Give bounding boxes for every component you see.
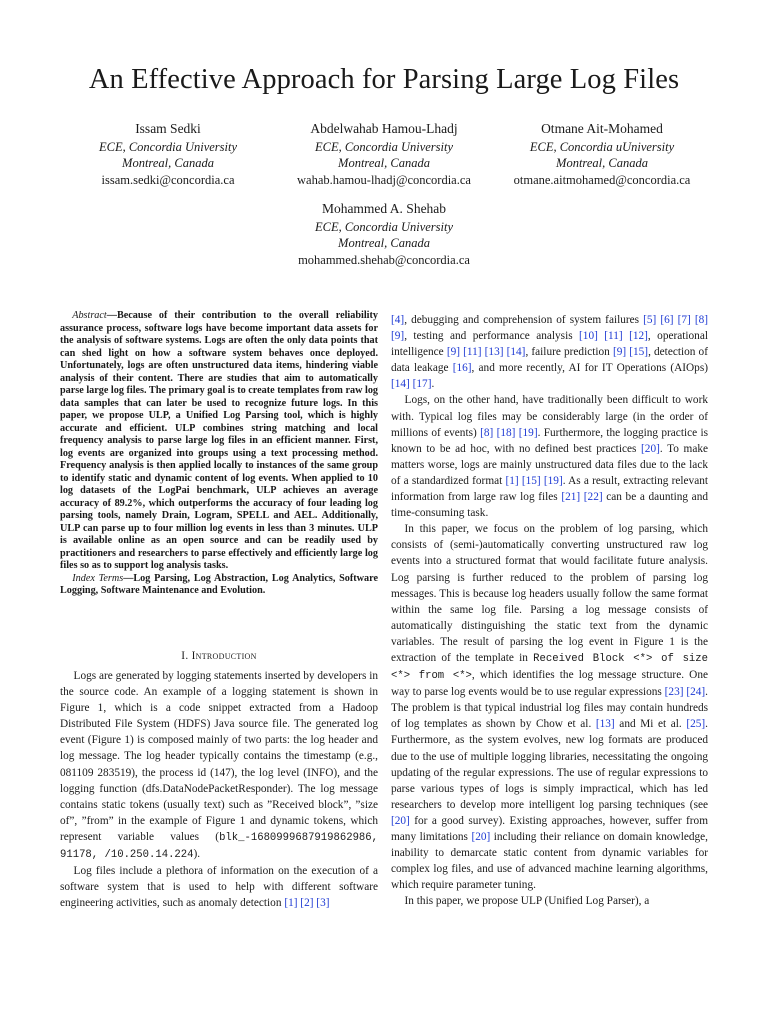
author-city: Montreal, Canada [338, 236, 430, 251]
citation-link[interactable]: [20] [391, 814, 410, 827]
citation-link[interactable]: [23] [24] [664, 686, 706, 699]
author-block-4 [254, 201, 514, 268]
citation-link[interactable]: [25] [686, 718, 706, 731]
citation-link[interactable]: [1] [2] [3] [284, 897, 330, 910]
author-city: Montreal, Canada [338, 156, 430, 171]
author-dept: ECE, Concordia University [314, 140, 454, 155]
citation-link[interactable]: [20] [471, 831, 491, 843]
right-column [391, 312, 708, 909]
right-paragraph-1 [391, 392, 708, 521]
index-terms [60, 573, 378, 598]
intro-text: ). [193, 848, 201, 861]
introduction-left [60, 640, 378, 911]
author-block-3 [472, 121, 732, 188]
intro-text: Log files include a plethora of information on the execution of a software system that is used to help with different software engineering activities, such as anomaly detection [60, 865, 378, 910]
author-name: Otmane Ait-Mohamed [541, 121, 663, 136]
body-text: Logs, on the other hand, have traditionally been difficult to work with. Typical log files may be considerably large (in the order of millions of events) [391, 394, 708, 439]
body-text: including their reliance on domain knowledge, inability to demarcate static content from dynamic variables for complex log files, and use of advanced machine learning algorithms, which require parameter tuning. [391, 831, 708, 892]
citation-link[interactable]: [20] [641, 442, 660, 455]
author-email: wahab.hamou-lhadj@concordia.ca [297, 172, 471, 187]
body-text: . To make matters worse, logs are mainly unstructured data files due to the lack of a standardized format [391, 442, 708, 487]
citation-link[interactable]: [9] [11] [13] [14] [446, 346, 526, 359]
right-paragraph-2 [391, 521, 708, 893]
body-text: In this paper, we propose ULP (Unified Log Parser), a [404, 895, 650, 908]
author-city: Montreal, Canada [556, 156, 648, 171]
paper-title: An Effective Approach for Parsing Large Log Files [88, 64, 680, 95]
section-heading: I. Introduction [181, 650, 257, 662]
citation-link[interactable]: [10] [11] [12] [579, 330, 648, 343]
body-text: , operational intelligence [391, 330, 708, 359]
body-text: . Furthermore, the logging practice is known to be ad hoc, with no defined best practices [391, 426, 709, 455]
author-name: Abdelwahab Hamou-Lhadj [310, 121, 458, 136]
citation-link[interactable]: [5] [6] [7] [8] [9] [391, 314, 708, 343]
code-values: blk_-1680999687919862986, 91178, /10.250.14.224 [60, 831, 378, 862]
intro-paragraph-2 [60, 863, 378, 911]
author-email: mohammed.shehab@concordia.ca [298, 252, 470, 267]
abstract-label: Abstract [72, 310, 107, 321]
body-text: , debugging and comprehension of system failures [404, 314, 644, 326]
body-text: , detection of data leakage [391, 346, 708, 375]
body-text: for a good survey). Existing approaches, however, suffer from many limitations [391, 814, 708, 843]
citation-link[interactable]: [1] [15] [19] [505, 474, 563, 487]
citation-link[interactable]: [9] [15] [612, 346, 649, 359]
author-name: Mohammed A. Shehab [321, 201, 447, 216]
body-text: . Furthermore, as the system evolves, new log formats are produced due to the use of multiple logging libraries, necessitating the ongoing updating of the regular expressions. The use of regular expressions to parse various types of logs is simply impractical, which has led researchers to develop more intelligent log parsing techniques (see [391, 718, 708, 811]
abstract-text: —Because of their contribution to the overall reliability assurance process, software logs have become important data assets for the analysis of software systems. Logs are often the only data points that can shed light on how a software system behaves once deployed. Unfortunately, logs are often unstructured data items, hindering viable analysis of their content. There are studies that aim to automatically parse large log files. The primary goal is to create templates from raw log data samples that can later be used to recognize future logs. In this paper, we propose ULP, a Unified Log Parsing tool, which is highly accurate and efficient. ULP combines string matching and local frequency analysis to parse large log files in an efficient manner. First, log events are organized into groups using a text processing method. Frequency analysis is then applied locally to instances of the same group to identify static and dynamic content of log events. When applied to 10 log datasets of the LogPai benchmark, ULP achieves an average accuracy of 89.2%, which outperforms the accuracy of four leading log parsing tools, namely Drain, Logram, SPELL and AEL. Additionally, ULP can parse up to four million log events in less than 3 minutes. ULP is available online as an open source and can be readily used by practitioners and researchers to parse effectively and efficiently large log files so as to support log analysis tasks. [60, 310, 379, 571]
author-dept: ECE, Concordia University [314, 220, 454, 235]
index-terms-text: —Log Parsing, Log Abstraction, Log Analytics, Software Logging, Software Maintenance and Evolution. [60, 572, 378, 596]
author-dept: ECE, Concordia University [98, 140, 238, 155]
right-paragraph-3 [391, 893, 708, 909]
author-dept: ECE, Concordia uUniversity [529, 140, 675, 155]
intro-paragraph-1 [60, 668, 378, 863]
body-text: and Mi et al. [614, 718, 687, 731]
body-text: , testing and performance analysis [404, 330, 580, 343]
body-text: . [431, 378, 435, 391]
citation-link[interactable]: [4] [391, 314, 405, 326]
body-text: can be a daunting and time-consuming task. [391, 491, 708, 520]
intro-text: Logs are generated by logging statements inserted by developers in the source code. An example of a logging statement is shown in Figure 1, which is a code snippet extracted from a Hadoop Distributed File System (HDFS) Java source file. The generated log event (Figure 1) is composed mainly of two parts: the log header and log message. The log header typically contains the timestamp (e.g., 081109 283519), the process id (147), the log level (INFO), and the logging function (dfs.DataNodePacketResponder). The log message contains static tokens (usually text) such as ”Received block”, ”size of”, ”from” in the example of Figure 1 and dynamic tokens, which represent variable values ( [60, 670, 378, 843]
citation-link[interactable]: [16] [452, 362, 472, 375]
code-template: Received Block <*> of size <*> from <*> [391, 652, 708, 683]
body-text: , failure prediction [525, 346, 613, 359]
citation-link[interactable]: [13] [595, 718, 615, 731]
author-name: Issam Sedki [135, 121, 201, 136]
index-terms-label: Index Terms [72, 572, 124, 584]
body-text: . As a result, extracting relevant information from large raw log files [391, 474, 709, 504]
abstract [60, 310, 378, 598]
abstract-paragraph [60, 310, 378, 573]
author-city: Montreal, Canada [122, 156, 214, 171]
author-email: issam.sedki@concordia.ca [101, 172, 235, 187]
citation-link[interactable]: [14] [17] [391, 378, 432, 391]
body-text: In this paper, we focus on the problem of log parsing, which consists of (semi-)automatically converting unstructured raw log events into a structured format that would facilitate future analysis. Log parsing is further reduced to the problem of parsing log messages. This is because log headers usually follow the same format within the same log file. Parsing a log message consists of automatically distinguishing the static text from the dynamic variables. The result of parsing the log event in Figure 1 is the extraction of the template in [391, 523, 708, 664]
citation-link[interactable]: [8] [18] [19] [480, 426, 538, 439]
body-text: , which identifies the log message structure. One way to parse log events would be to use regular expressions [391, 669, 708, 699]
body-text: . The problem is that typical industrial log files may contain hundreds of log templates as shown by Chow et al. [391, 686, 708, 731]
author-email: otmane.aitmohamed@concordia.ca [513, 172, 691, 187]
citation-link[interactable]: [21] [22] [561, 491, 603, 504]
body-text: , and more recently, AI for IT Operations (AIOps) [471, 362, 708, 375]
right-paragraph-0 [391, 312, 708, 392]
